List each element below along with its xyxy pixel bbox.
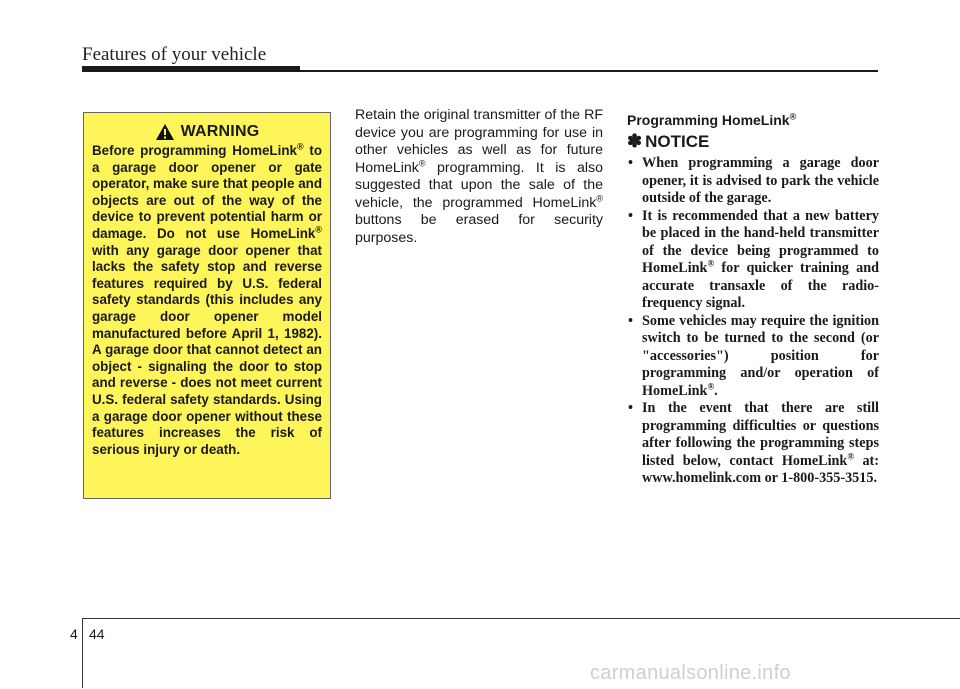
chapter-number: 4 [70,626,78,642]
notice-item: • Some vehicles may require the ignition switch to be turned to the second (or "accessories") position for programming and/or operation of HomeLink®. [627,313,879,401]
warning-title: WARNING [180,123,260,140]
footer-rule [82,618,960,619]
notice-star-icon: ✽ [627,131,643,151]
page-number: 44 [89,626,105,642]
page-header-title: Features of your vehicle [82,44,267,65]
warning-header [92,123,322,141]
retain-transmitter-paragraph: Retain the original transmitter of the RF device you are programming for use in other vehicles as well as for future HomeLink® programming. It is also suggested that upon the sale of the vehicle, the programmed HomeLink® buttons be erased for security purposes. [355,107,603,246]
notice-item: • In the event that there are still programming difficulties or questions after following the programming steps listed below, contact HomeLink® at: www.homelink.com or 1-800-355-3515. [627,400,879,488]
watermark: carmanualsonline.info [590,662,791,684]
warning-text: Before programming HomeLink® to a garage door opener or gate operator, make sure that people and objects are out of the way of the device to prevent potential harm or damage. Do not use HomeLink® with any garage door opener that lacks the safety stop and reverse features required by U.S. federal safety standards (this includes any garage door opener model manufactured before April 1, 1982). A garage door that cannot detect an object - signaling the door to stop and reverse - does not meet current U.S. federal safety standards. Using a garage door opener without these features increases the risk of serious injury or death. [92,141,323,457]
footer-divider [82,618,83,688]
notice-item: • It is recommended that a new battery be placed in the hand-held transmitter of the device being programmed to HomeLink® for quicker training and accurate transaxle of the radio-frequency signal. [627,208,879,313]
warning-box [83,112,331,499]
notice-item: • When programming a garage door opener, it is advised to park the vehicle outside of the garage. [627,155,879,208]
warning-triangle-icon [155,123,175,141]
notice-heading [627,131,709,152]
notice-list [627,155,879,488]
header-bar [82,66,300,72]
notice-title: NOTICE [645,131,710,151]
section-title: Programming HomeLink® [627,111,797,128]
header-rule [300,70,878,72]
